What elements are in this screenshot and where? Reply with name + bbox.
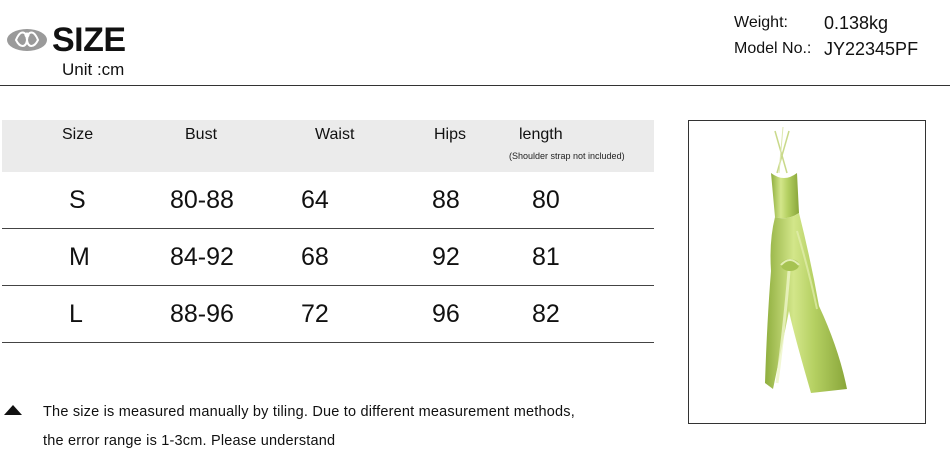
length-note: (Shoulder strap not included) bbox=[509, 151, 625, 161]
measurement-note bbox=[43, 398, 575, 456]
bust-cell: 84-92 bbox=[170, 242, 234, 271]
header bbox=[0, 0, 950, 86]
column-header-waist: Waist bbox=[315, 126, 355, 143]
weight-value: 0.138kg bbox=[824, 13, 889, 33]
model-row bbox=[734, 36, 918, 62]
table-row bbox=[2, 286, 654, 343]
bust-cell: 80-88 bbox=[170, 185, 234, 214]
green-satin-slip-dress-image bbox=[689, 121, 926, 424]
note-line-2: the error range is 1-3cm. Please understand bbox=[43, 433, 336, 449]
weight-row bbox=[734, 10, 918, 36]
length-cell: 81 bbox=[532, 242, 560, 271]
bust-cell: 88-96 bbox=[170, 299, 234, 328]
model-label: Model No.: bbox=[734, 40, 812, 57]
waist-cell: 64 bbox=[301, 185, 329, 214]
size-cell: L bbox=[69, 299, 83, 328]
column-header-size: Size bbox=[62, 126, 94, 143]
hips-cell: 96 bbox=[432, 299, 460, 328]
length-cell: 80 bbox=[532, 185, 560, 214]
product-photo bbox=[688, 120, 926, 424]
note-line-1: The size is measured manually by tiling. Due to different measurement methods, bbox=[43, 404, 575, 420]
unit-label: Unit :cm bbox=[62, 60, 125, 79]
size-title: SIZE bbox=[52, 21, 126, 59]
waist-cell: 68 bbox=[301, 242, 329, 271]
hips-cell: 88 bbox=[432, 185, 460, 214]
product-meta bbox=[734, 10, 918, 62]
model-value: JY22345PF bbox=[824, 39, 919, 59]
table-header bbox=[2, 120, 654, 172]
table-row bbox=[2, 229, 654, 286]
table-row bbox=[2, 172, 654, 229]
column-header-bust: Bust bbox=[185, 126, 218, 143]
size-cell: S bbox=[69, 185, 86, 214]
size-cell: M bbox=[69, 242, 90, 271]
size-table bbox=[2, 120, 654, 343]
waist-cell: 72 bbox=[301, 299, 329, 328]
weight-label: Weight: bbox=[734, 14, 788, 31]
hips-cell: 92 bbox=[432, 242, 460, 271]
ornament-logo-icon bbox=[6, 26, 48, 54]
triangle-icon bbox=[4, 405, 22, 415]
length-cell: 82 bbox=[532, 299, 560, 328]
column-header-length: length bbox=[519, 126, 563, 143]
column-header-hips: Hips bbox=[434, 126, 467, 143]
